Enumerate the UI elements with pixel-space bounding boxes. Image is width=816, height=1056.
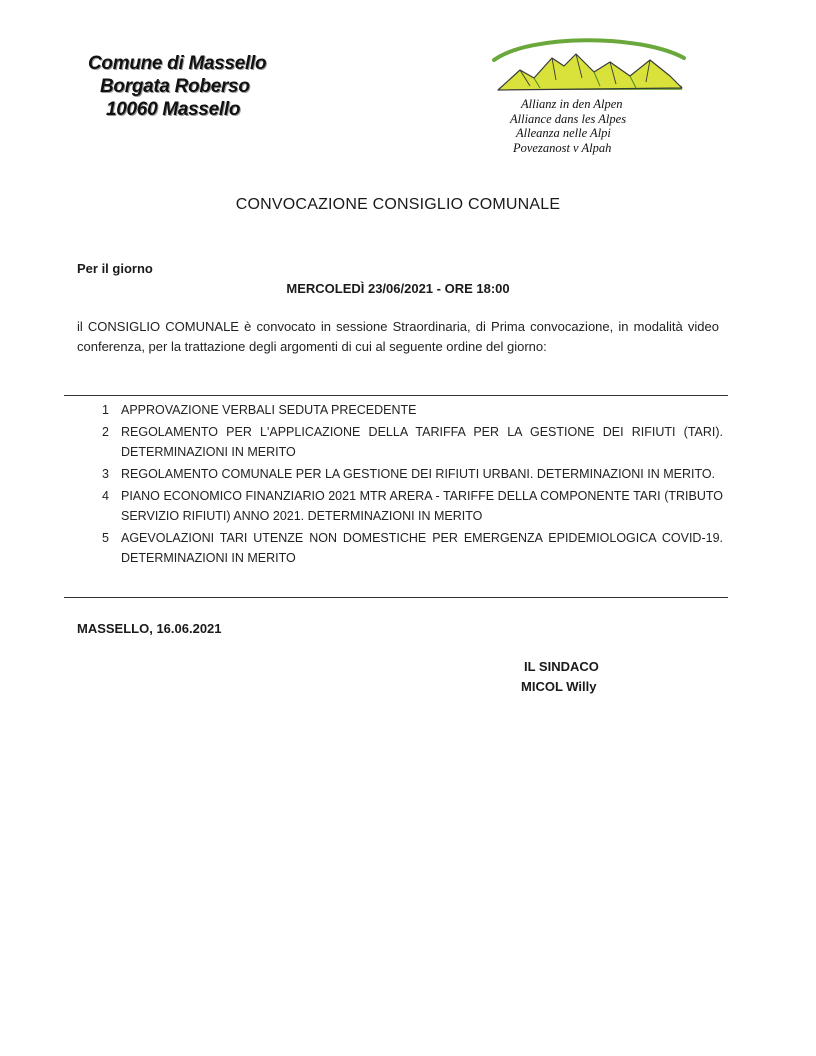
agenda-item-number: 4 xyxy=(102,489,109,503)
commune-postcode-city: 10060 Massello xyxy=(106,99,241,120)
agenda-list xyxy=(66,400,726,570)
agenda-item-text: APPROVAZIONE VERBALI SEDUTA PRECEDENTE xyxy=(121,403,417,417)
agenda-item-text: REGOLAMENTO COMUNALE PER LA GESTIONE DEI RIFIUTI URBANI. DETERMINAZIONI IN MERITO. xyxy=(121,467,716,481)
agenda-item xyxy=(66,422,726,462)
agenda-item-number: 5 xyxy=(102,531,109,545)
agenda-item-text: REGOLAMENTO PER L'APPLICAZIONE DELLA TARIFFA PER LA GESTIONE DEI RIFIUTI (TARI). DETERMINAZIONI IN MERITO xyxy=(121,425,723,459)
commune-street: Borgata Roberso xyxy=(100,76,250,97)
agenda-item xyxy=(66,464,726,484)
agenda-bottom-rule xyxy=(64,597,728,598)
logo-tagline xyxy=(500,97,720,155)
agenda-item xyxy=(66,400,726,420)
agenda-item-text: PIANO ECONOMICO FINANZIARIO 2021 MTR ARERA - TARIFFE DELLA COMPONENTE TARI (TRIBUTO SERVIZIO RIFIUTI) ANNO 2021. DETERMINAZIONI IN MERITO xyxy=(121,489,723,523)
commune-address xyxy=(86,52,346,121)
tagline-sl: Povezanost v Alpah xyxy=(513,140,612,155)
agenda-item-number: 2 xyxy=(102,425,109,439)
tagline-de: Allianz in den Alpen xyxy=(521,97,623,111)
meeting-datetime: MERCOLEDÌ 23/06/2021 - ORE 18:00 xyxy=(286,281,510,296)
intro-paragraph: il CONSIGLIO COMUNALE è convocato in sessione Straordinaria, di Prima convocazione, in modalità video conferenza, per la trattazione degli argomenti di cui al seguente ordine del giorno: xyxy=(77,319,719,354)
agenda-item xyxy=(66,486,726,526)
agenda-item-text: AGEVOLAZIONI TARI UTENZE NON DOMESTICHE PER EMERGENZA EPIDEMIOLOGICA COVID-19. DETERMINAZIONI IN MERITO xyxy=(121,531,723,565)
agenda-item xyxy=(66,528,726,568)
tagline-fr: Alliance dans les Alpes xyxy=(510,111,627,126)
signatory-title: IL SINDACO xyxy=(524,659,599,674)
agenda-top-rule xyxy=(64,395,728,396)
agenda-item-number: 1 xyxy=(102,403,109,417)
mountains-logo-icon xyxy=(490,36,686,94)
signatory-name: MICOL Willy xyxy=(521,679,597,694)
place-and-date: MASSELLO, 16.06.2021 xyxy=(77,621,222,636)
day-label: Per il giorno xyxy=(77,261,153,276)
commune-name: Comune di Massello xyxy=(88,53,267,74)
document-title: CONVOCAZIONE CONSIGLIO COMUNALE xyxy=(235,196,561,213)
tagline-it: Alleanza nelle Alpi xyxy=(516,126,611,140)
agenda-item-number: 3 xyxy=(102,467,109,481)
